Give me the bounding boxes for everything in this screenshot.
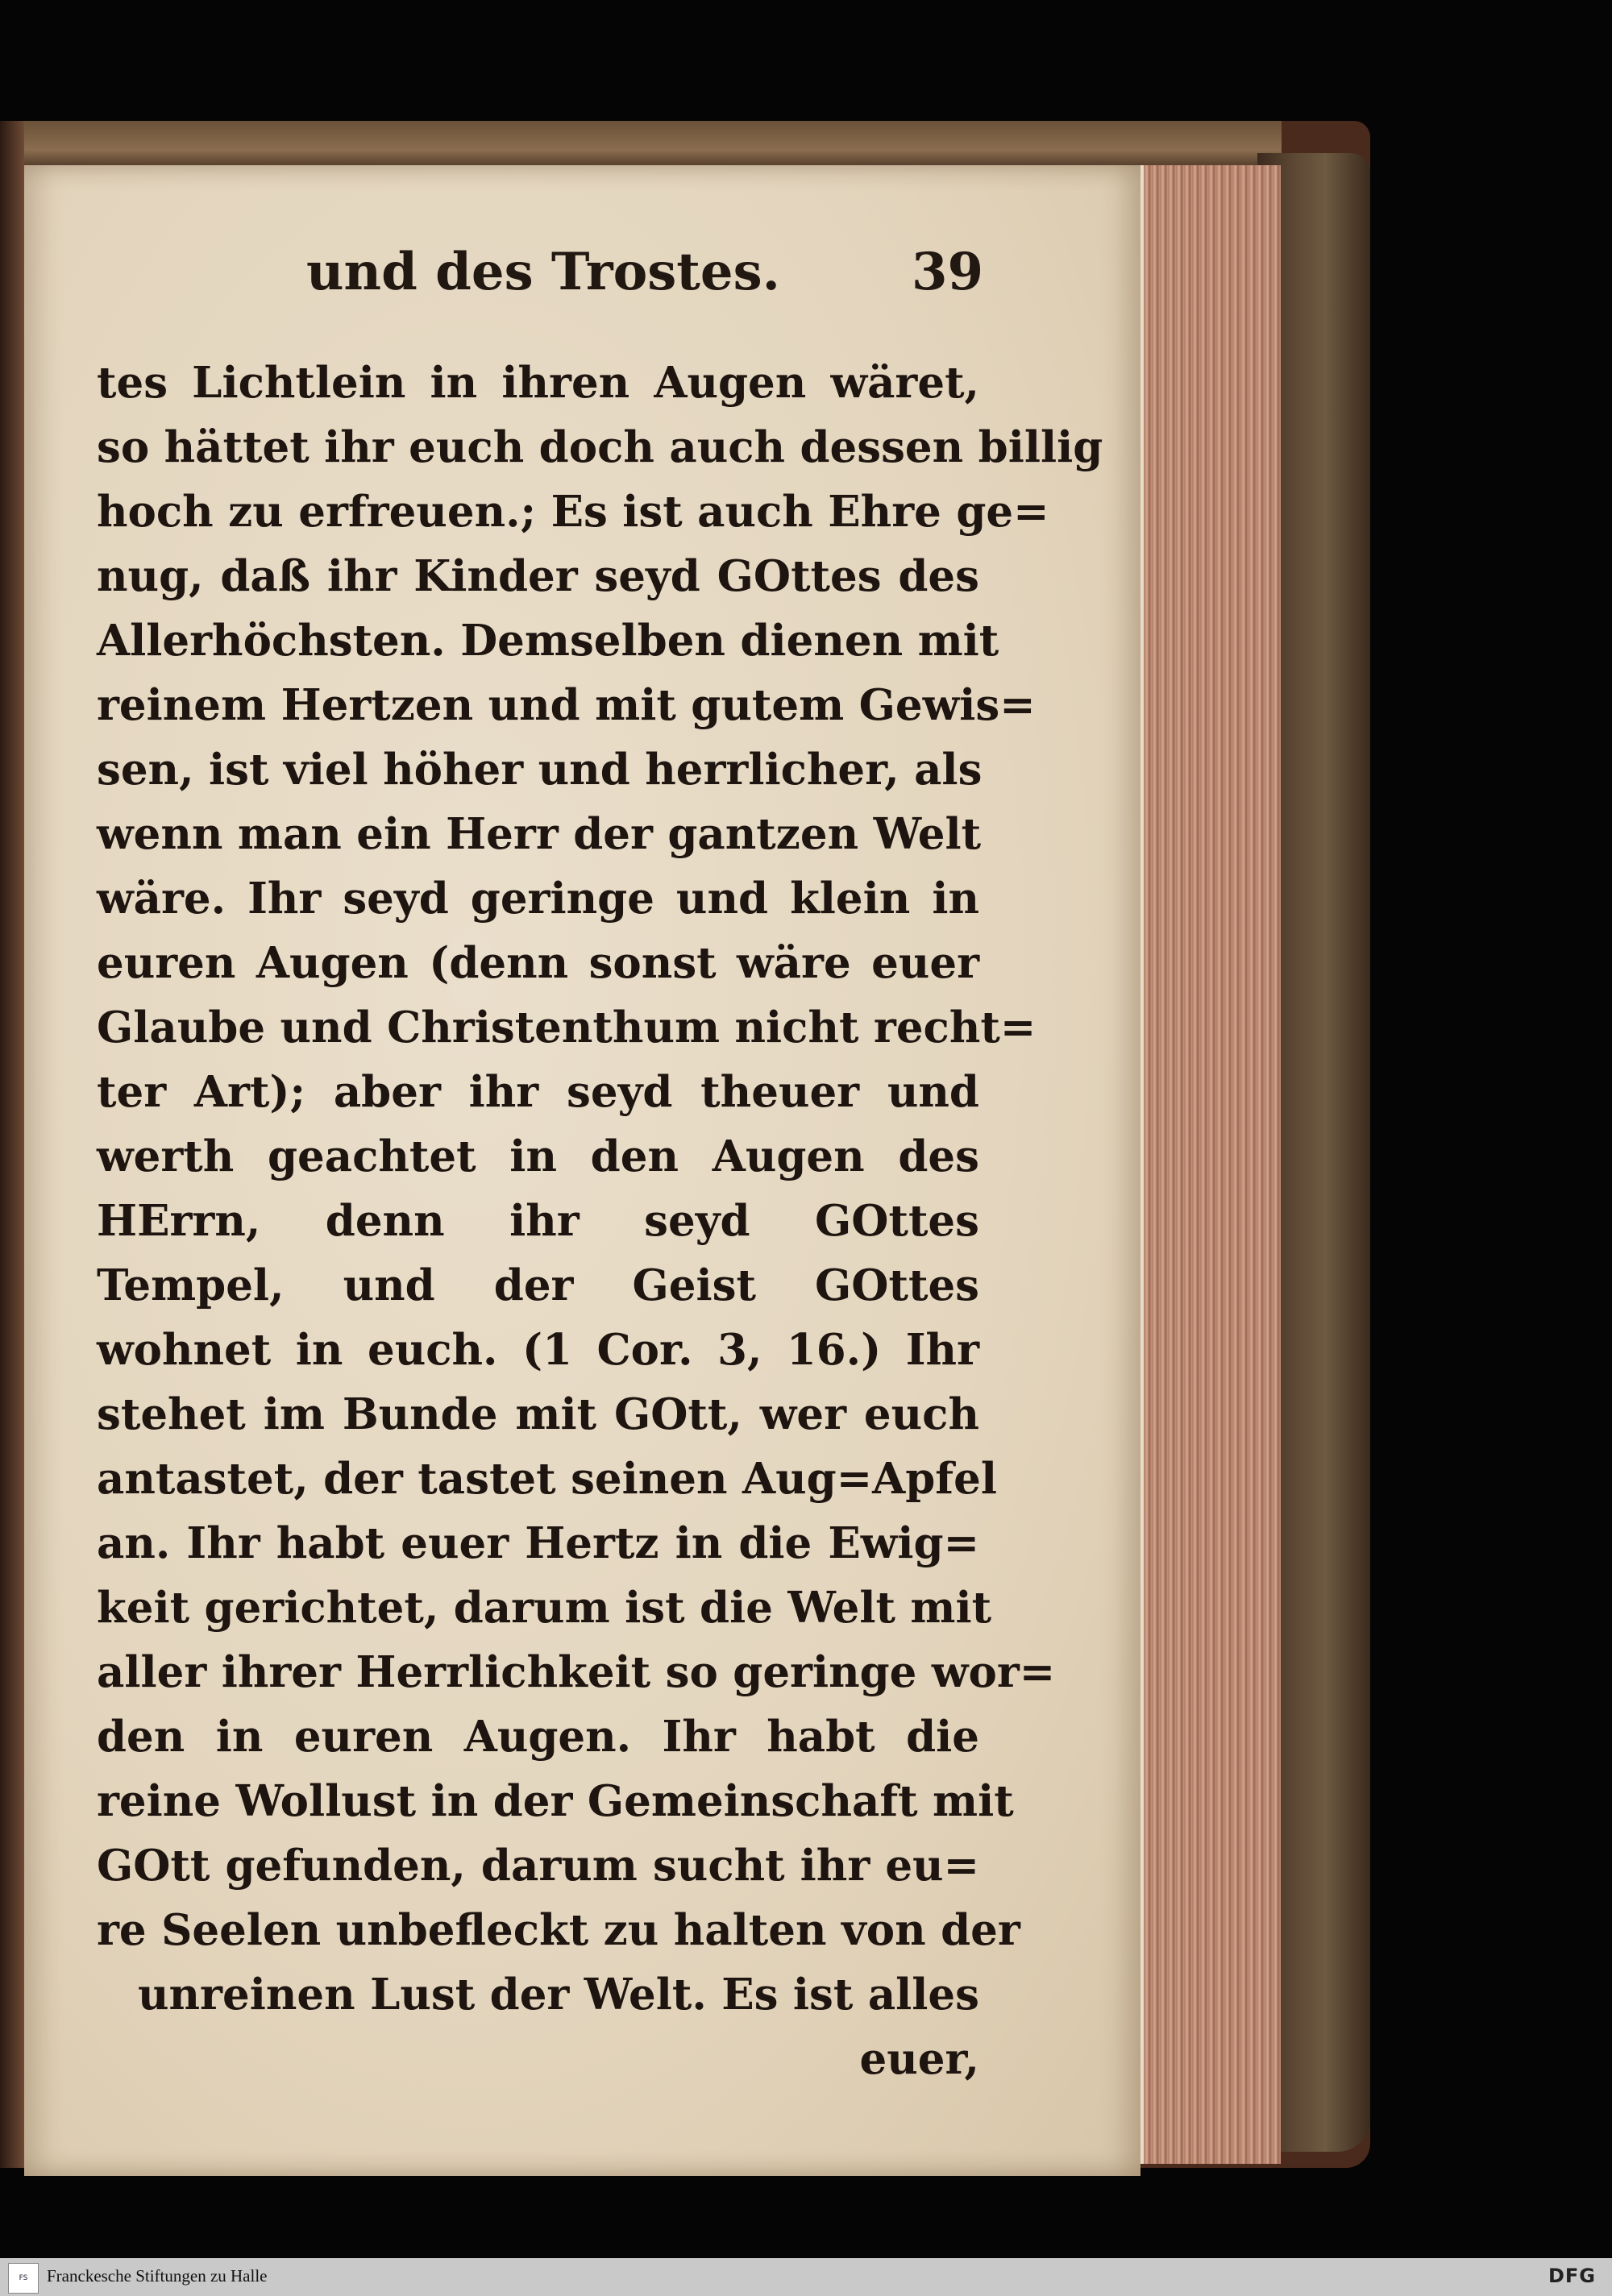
text-line: reine Wollust in der Gemeinschaft mit [97,1776,1014,1826]
text-line: unreinen Lust der Welt. Es ist alles [137,1970,979,2020]
institution-logo-icon: FS [8,2263,39,2294]
text-line: an. Ihr habt euer Hertz in die Ewig= [97,1518,979,1568]
text-line: wohnet in euch. (1 Cor. 3, 16.) Ihr [97,1325,979,1375]
running-head-title: und des Trostes. [306,242,780,302]
text-line: so hättet ihr euch doch auch dessen billig [97,422,1103,472]
text-line: euren Augen (denn sonst wäre euer [97,938,979,988]
text-line: keit gerichtet, darum ist die Welt mit [97,1583,992,1633]
text-line: GOtt gefunden, darum sucht ihr eu= [97,1841,979,1891]
text-line: antastet, der tastet seinen Aug=Apfel [97,1454,997,1504]
text-line: Tempel, und der Geist GOttes [97,1260,979,1310]
text-line: aller ihrer Herrlichkeit so geringe wor= [97,1647,1056,1697]
catchword: euer, [859,2034,979,2084]
text-line: wäre. Ihr seyd geringe und klein in [97,874,979,924]
text-line: Allerhöchsten. Demselben dienen mit [97,616,999,666]
page-edges [1140,165,1281,2164]
text-line: wenn man ein Herr der gantzen Welt [97,809,982,859]
text-line: ter Art); aber ihr seyd theuer und [97,1067,979,1117]
text-line: nug, daß ihr Kinder seyd GOttes des [97,551,979,601]
page-number: 39 [911,242,983,302]
institution-name: Franckesche Stiftungen zu Halle [47,2266,268,2286]
text-line: re Seelen unbefleckt zu halten von der [97,1905,1020,1955]
dfg-logo: DFG [1548,2265,1596,2287]
text-line: sen, ist viel höher und herrlicher, als [97,745,983,795]
text-line: reinem Hertzen und mit gutem Gewis= [97,680,1036,730]
book-top-edge [24,121,1282,169]
text-line: den in euren Augen. Ihr habt die [97,1712,979,1762]
text-line: werth geachtet in den Augen des [97,1131,979,1181]
text-line: stehet im Bunde mit GOtt, wer euch [97,1389,979,1439]
text-line: Glaube und Christenthum nicht recht= [97,1003,1037,1053]
footer-bar [0,2258,1612,2296]
text-line: hoch zu erfreuen.; Es ist auch Ehre ge= [97,487,1049,537]
book-spine [0,121,24,2168]
text-line: HErrn, denn ihr seyd GOttes [97,1196,979,1246]
text-line: tes Lichtlein in ihren Augen wäret, [97,358,979,408]
running-head [306,242,983,314]
text-block [97,351,1103,2091]
